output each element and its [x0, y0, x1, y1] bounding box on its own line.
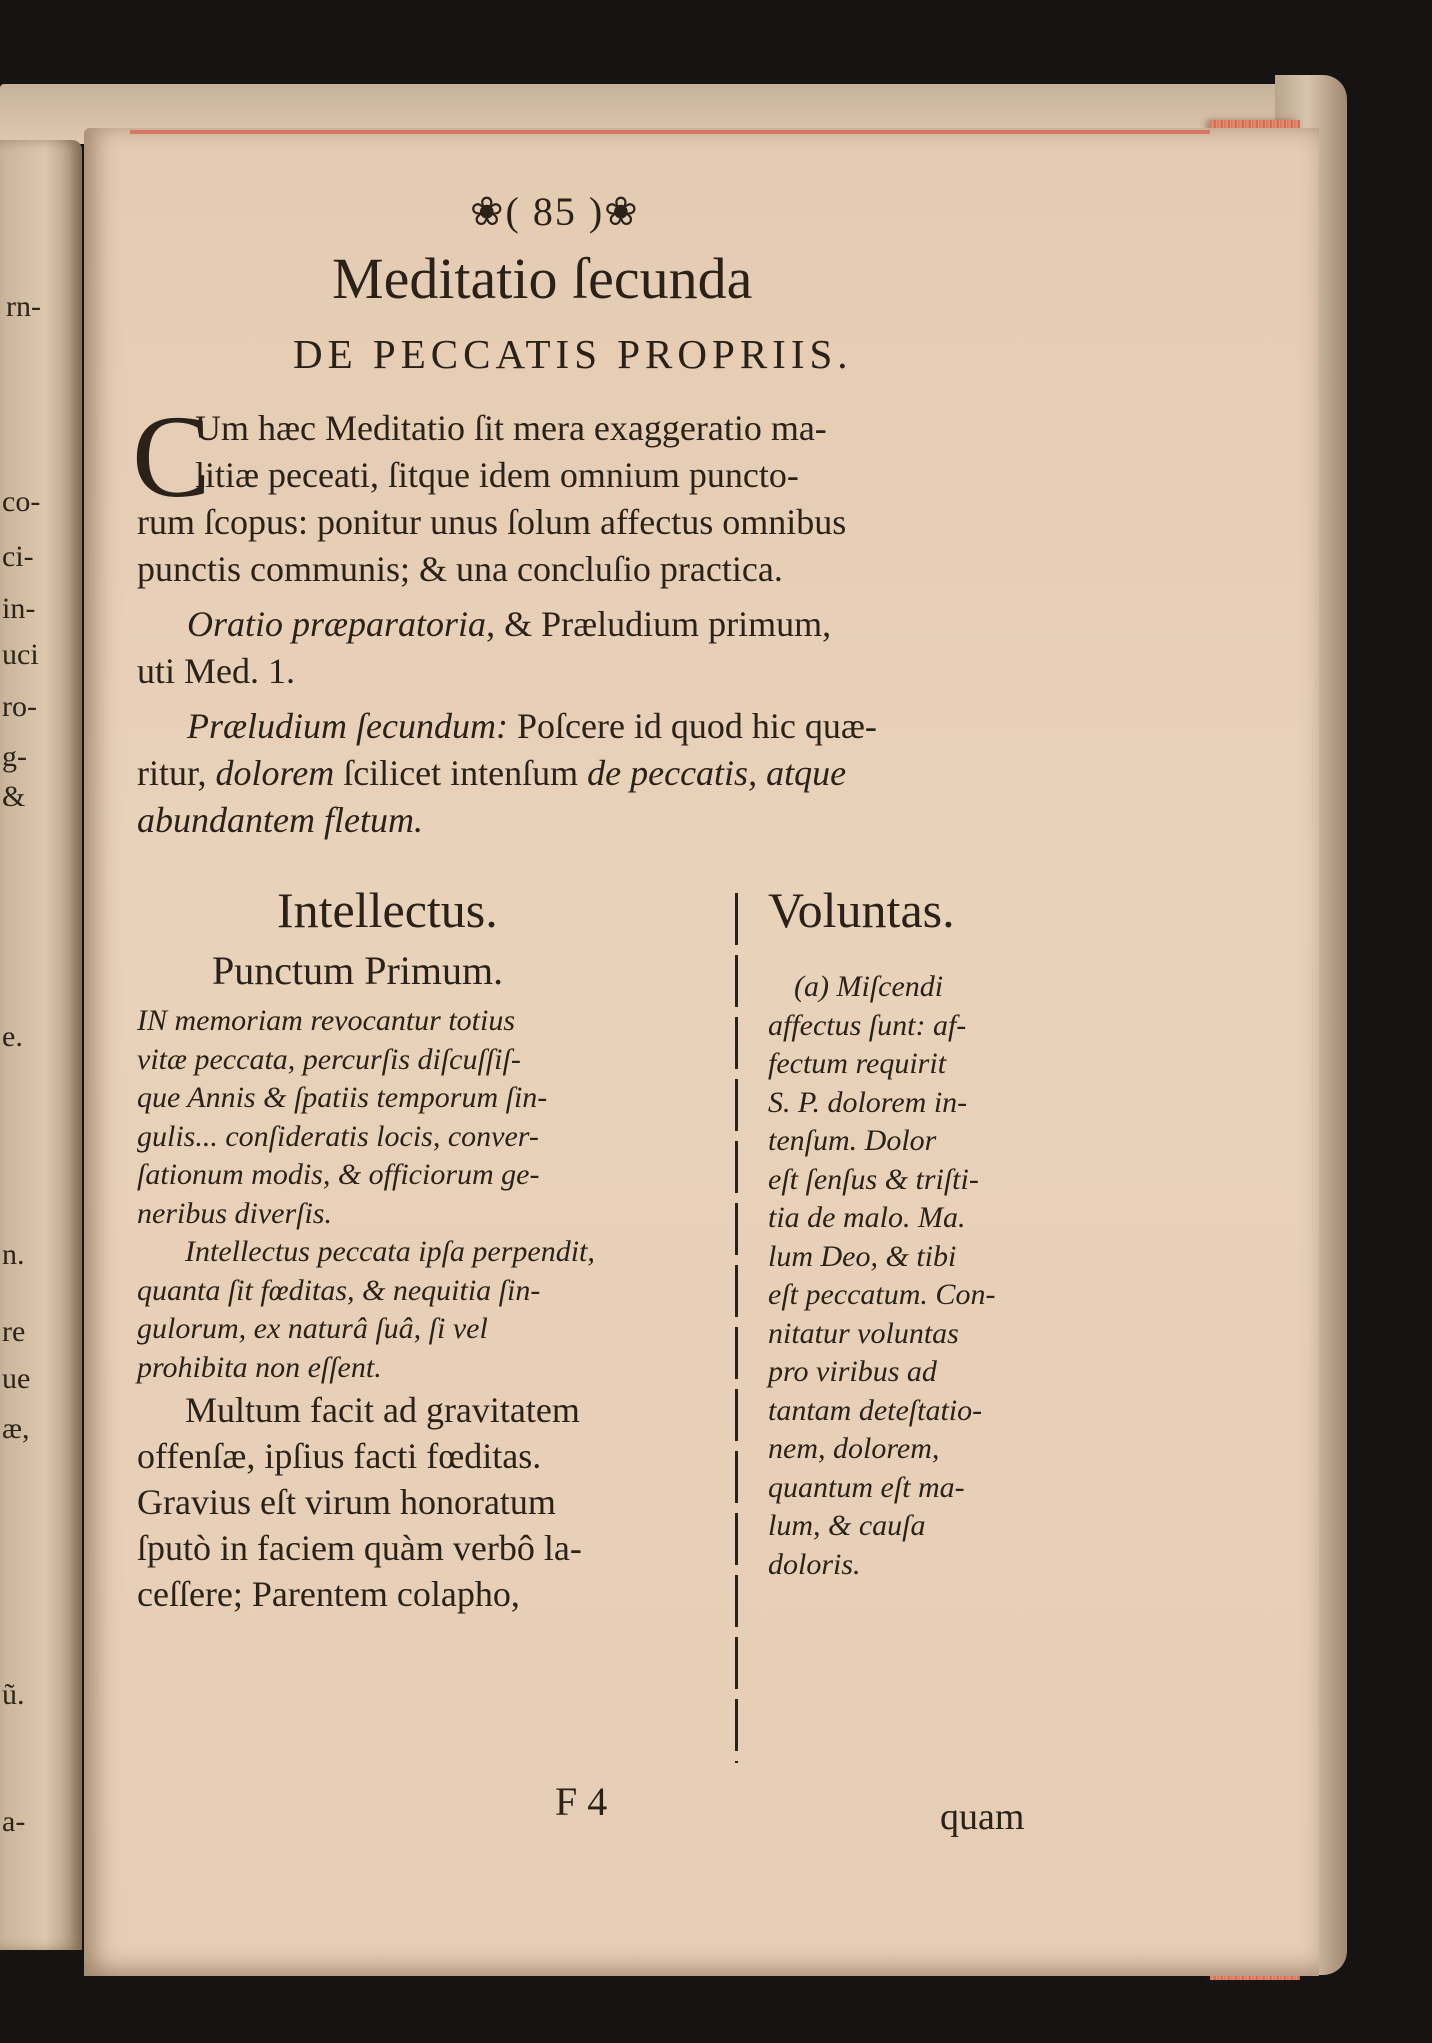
voluntas-column [768, 880, 1048, 1584]
left-fragment: æ, [2, 1412, 30, 1445]
voluntas-line: quantum eſt ma- [768, 1470, 965, 1504]
intellectus-line: vitæ peccata, percurſis diſcuſſiſ- [137, 1042, 521, 1076]
meditation-subtitle: DE PECCATIS PROPRIIS. [293, 331, 853, 377]
intellectus-roman-line: Multum facit ad gravitatem [185, 1390, 580, 1430]
left-fragment: ro- [2, 690, 37, 723]
intellectus-roman-line: ceſſere; Parentem colapho, [137, 1574, 520, 1614]
praeludium-line-3: abundantem fletum. [137, 800, 423, 840]
intellectus-line: Intellectus peccata ipſa perpendit, [185, 1235, 595, 1268]
voluntas-line: S. P. dolorem in- [768, 1085, 968, 1119]
intro-line: rum ſcopus: ponitur unus ſolum affectus omnibus [137, 502, 847, 542]
left-fragment: ũ. [2, 1678, 25, 1711]
top-page-shadow-line [130, 130, 1210, 134]
drop-cap: C [132, 391, 211, 522]
intellectus-line: quanta ſit fœditas, & nequitia ſin- [137, 1273, 541, 1307]
praeludium-fragment: dolorem [215, 753, 335, 793]
voluntas-line: lum, & cauſa [768, 1509, 926, 1542]
intro-line: punctis communis; & una concluſio practica. [137, 549, 783, 589]
left-fragment: a- [2, 1805, 26, 1838]
left-fragment: re [2, 1315, 26, 1348]
left-fragment: rn- [6, 290, 41, 323]
praeludium-fragment: ſcilicet intenſum [334, 753, 588, 793]
intro-paragraph [137, 405, 1042, 844]
intellectus-line: que Annis & ſpatiis temporum ſin- [137, 1081, 548, 1114]
intellectus-line: ſationum modis, & officiorum ge- [137, 1158, 540, 1191]
left-fragment: e. [2, 1020, 23, 1053]
intellectus-roman-line: ſputò in faciem quàm verbô la- [137, 1528, 582, 1568]
voluntas-line: (a) Miſcendi [794, 970, 944, 1003]
column-divider [735, 893, 738, 1763]
voluntas-line: pro viribus ad [768, 1355, 937, 1388]
left-page-sliver [0, 140, 82, 1950]
voluntas-heading: Voluntas. [768, 882, 955, 938]
intro-line: Um hæc Meditatio ſit mera exaggeratio ma- [195, 408, 827, 448]
intellectus-line: prohibita non eſſent. [137, 1350, 382, 1384]
left-fragment: uci [2, 638, 39, 671]
left-fragment: & [2, 780, 26, 813]
intellectus-roman-line: offenſæ, ipſius facti fœditas. [137, 1436, 542, 1476]
intellectus-line: IN memoriam revocantur totius [137, 1004, 516, 1037]
voluntas-line: lum Deo, & tibi [768, 1239, 957, 1273]
voluntas-line: eſt ſenſus & triſti- [768, 1162, 979, 1196]
voluntas-line: fectum requirit [768, 1047, 947, 1080]
praeludium-fragment: ritur, [137, 753, 216, 793]
voluntas-line: eſt peccatum. Con- [768, 1278, 996, 1311]
signature-mark: F 4 [555, 1779, 608, 1824]
praeludium-label: Præludium ſecundum: [187, 706, 508, 746]
intellectus-line: neribus diverſis. [137, 1196, 332, 1230]
left-fragment: ci- [2, 540, 34, 573]
left-fragment: co- [2, 485, 41, 518]
praeludium-fragment: de peccatis, atque [587, 753, 847, 793]
voluntas-line: tantam deteſtatio- [768, 1393, 983, 1427]
praeludium-line [137, 703, 1042, 750]
oratio-label: Oratio præparatoria [187, 604, 487, 644]
punctum-heading: Punctum Primum. [212, 948, 504, 993]
voluntas-line: tia de malo. Ma. [768, 1201, 966, 1234]
left-fragment: g- [2, 740, 27, 773]
voluntas-line: doloris. [768, 1547, 861, 1581]
praeludium-text: Poſcere id quod hic quæ- [507, 706, 877, 746]
intellectus-heading: Intellectus. [277, 882, 498, 938]
left-fragment: n. [2, 1238, 25, 1271]
voluntas-line: nitatur voluntas [768, 1316, 959, 1350]
voluntas-line: nem, dolorem, [768, 1432, 940, 1465]
oratio-line [137, 601, 1042, 648]
voluntas-line: affectus ſunt: af- [768, 1008, 967, 1042]
left-fragment: ue [2, 1362, 31, 1395]
catchword: quam [940, 1796, 1025, 1838]
oratio-line-2: uti Med. 1. [137, 651, 295, 691]
left-fragment: in- [2, 592, 36, 625]
oratio-text: , & Præludium primum, [486, 604, 832, 644]
intellectus-line: gulis... conſideratis locis, conver- [137, 1119, 539, 1153]
intro-line: litiæ peceati, ſitque idem omnium puncto- [195, 455, 799, 495]
meditation-title: Meditatio ſecunda [332, 246, 753, 311]
intellectus-line: gulorum, ex naturâ ſuâ, ſi vel [137, 1312, 488, 1345]
intellectus-column [137, 880, 717, 1617]
running-head: ❀( 85 )❀ [470, 189, 640, 234]
praeludium-line-2 [137, 750, 1042, 797]
intellectus-roman-line: Gravius eſt virum honoratum [137, 1482, 556, 1522]
voluntas-line: tenſum. Dolor [768, 1124, 937, 1157]
